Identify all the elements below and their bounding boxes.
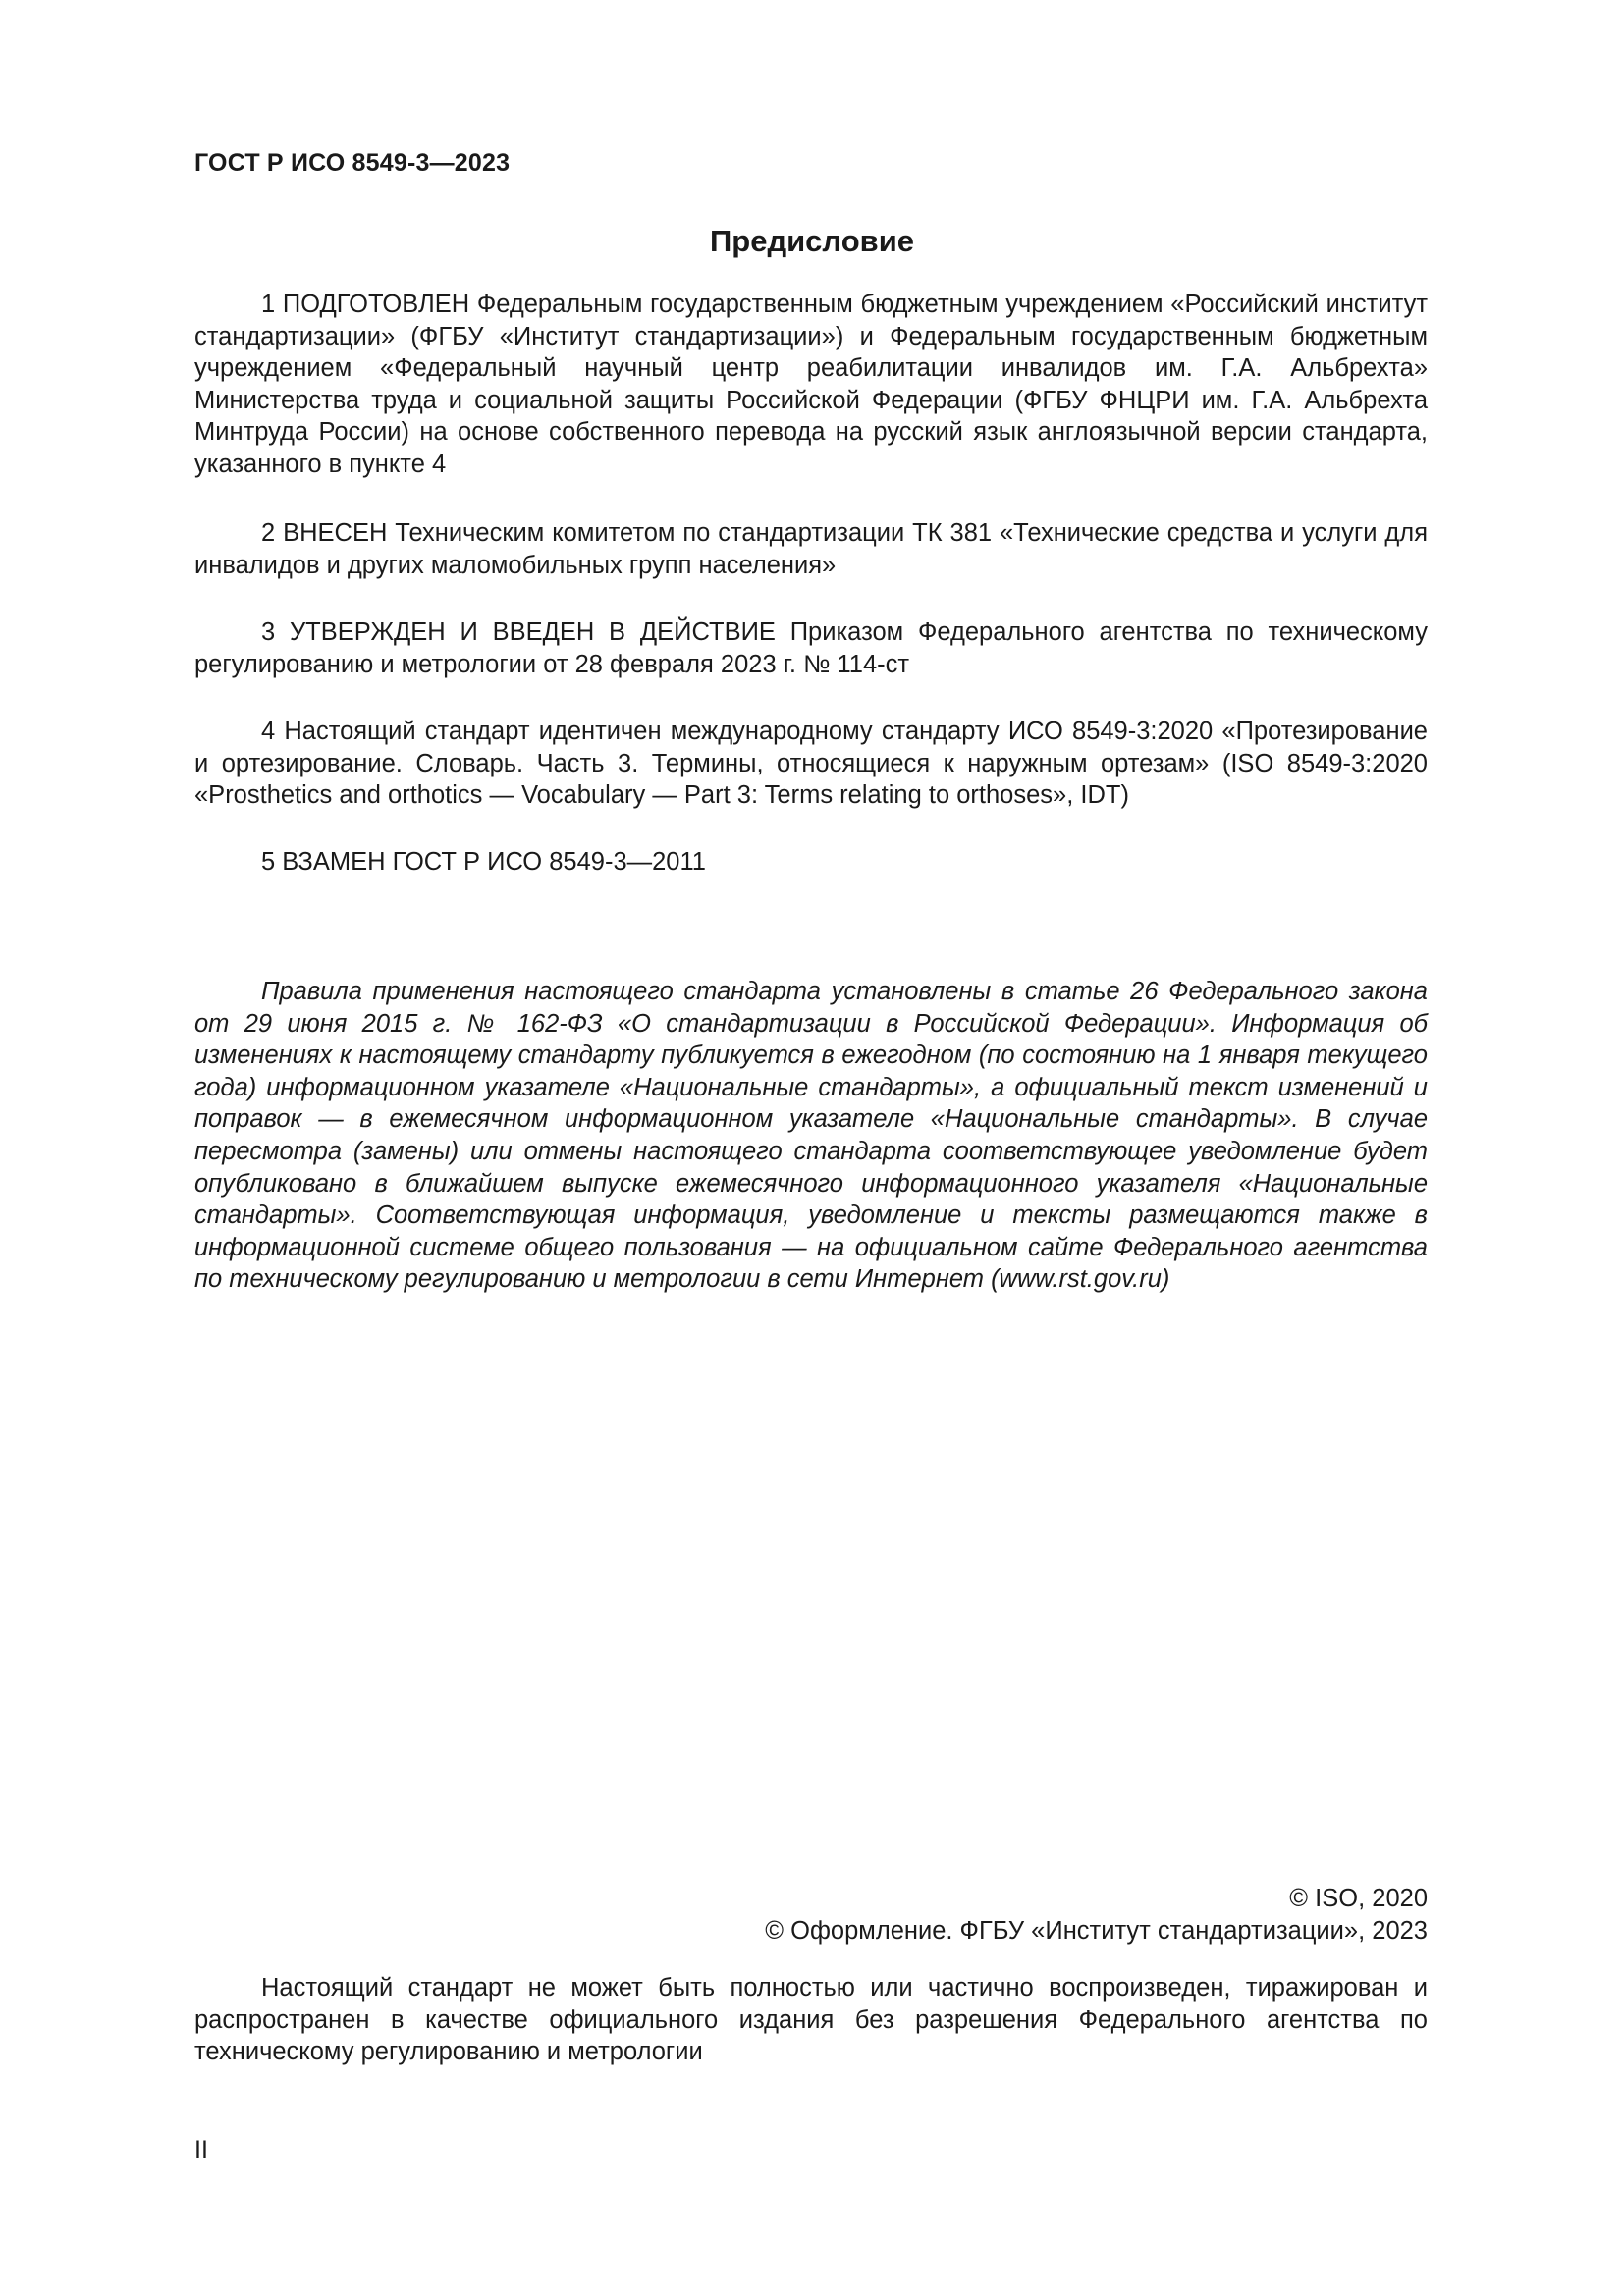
copyright-block	[544, 1883, 1428, 1948]
preface-item-2: 2 ВНЕСЕН Техническим комитетом по стандартизации ТК 381 «Технические средства и услуги для инвалидов и других маломобильных групп населения»	[194, 519, 1428, 579]
reproduction-notice: Настоящий стандарт не может быть полностью или частично воспроизведен, тиражирован и распространен в качестве официального издания без разрешения Федерального агентства по техническому регулированию и метрологии	[194, 1974, 1428, 2066]
document-code: ГОСТ Р ИСО 8549-3—2023	[194, 149, 511, 177]
rules-note: Правила применения настоящего стандарта установлены в статье 26 Федерального закона от 29 июня 2015 г. № 162-ФЗ «О стандартизации в Российской Федерации». Информация об изменениях к настоящему стандарту публикуется в ежегодном (по состоянию на 1 января текущего года) информационном указателе «Национальные стандарты», а официальный текст изменений и поправок — в ежемесячном информационном указателе «Национальные стандарты». В случае пересмотра (замены) или отмены настоящего стандарта соответствующее уведомление будет опубликовано в ближайшем выпуске ежемесячного информационного указателя «Национальные стандарты». Соответствующая информация, уведомление и тексты размещаются также в информационной системе общего пользования — на официальном сайте Федерального агентства по техническому регулированию и метрологии в сети Интернет (www.rst.gov.ru)	[194, 978, 1428, 1294]
preface-item-5: 5 ВЗАМЕН ГОСТ Р ИСО 8549-3—2011	[261, 848, 706, 876]
preface-item-4: 4 Настоящий стандарт идентичен международному стандарту ИСО 8549-3:2020 «Протезирование и ортезирование. Словарь. Часть 3. Термины, относящиеся к наружным ортезам» (ISO 8549-3:2020 «Prosthetics and orthotics — Vocabulary — Part 3: Terms relating to orthoses», IDT)	[194, 718, 1428, 810]
copyright-iso: © ISO, 2020	[1289, 1885, 1428, 1912]
page-number: II	[194, 2136, 208, 2163]
preface-item-1: 1 ПОДГОТОВЛЕН Федеральным государственным бюджетным учреждением «Российский институт стандартизации» (ФГБУ «Институт стандартизации») и Федеральным государственным бюджетным учреждением «Федеральный научный центр реабилитации инвалидов им. Г.А. Альбрехта» Министерства труда и социальной защиты Российской Федерации (ФГБУ ФНЦРИ им. Г.А. Альбрехта Минтруда России) на основе собственного перевода на русский язык англоязычной версии стандарта, указанного в пункте 4	[194, 291, 1428, 478]
copyright-design: © Оформление. ФГБУ «Институт стандартизации», 2023	[765, 1917, 1428, 1945]
preface-item-3: 3 УТВЕРЖДЕН И ВВЕДЕН В ДЕЙСТВИЕ Приказом Федерального агентства по техническому регулированию и метрологии от 28 февраля 2023 г. № 114-ст	[194, 618, 1428, 678]
page-title: Предисловие	[709, 224, 914, 258]
